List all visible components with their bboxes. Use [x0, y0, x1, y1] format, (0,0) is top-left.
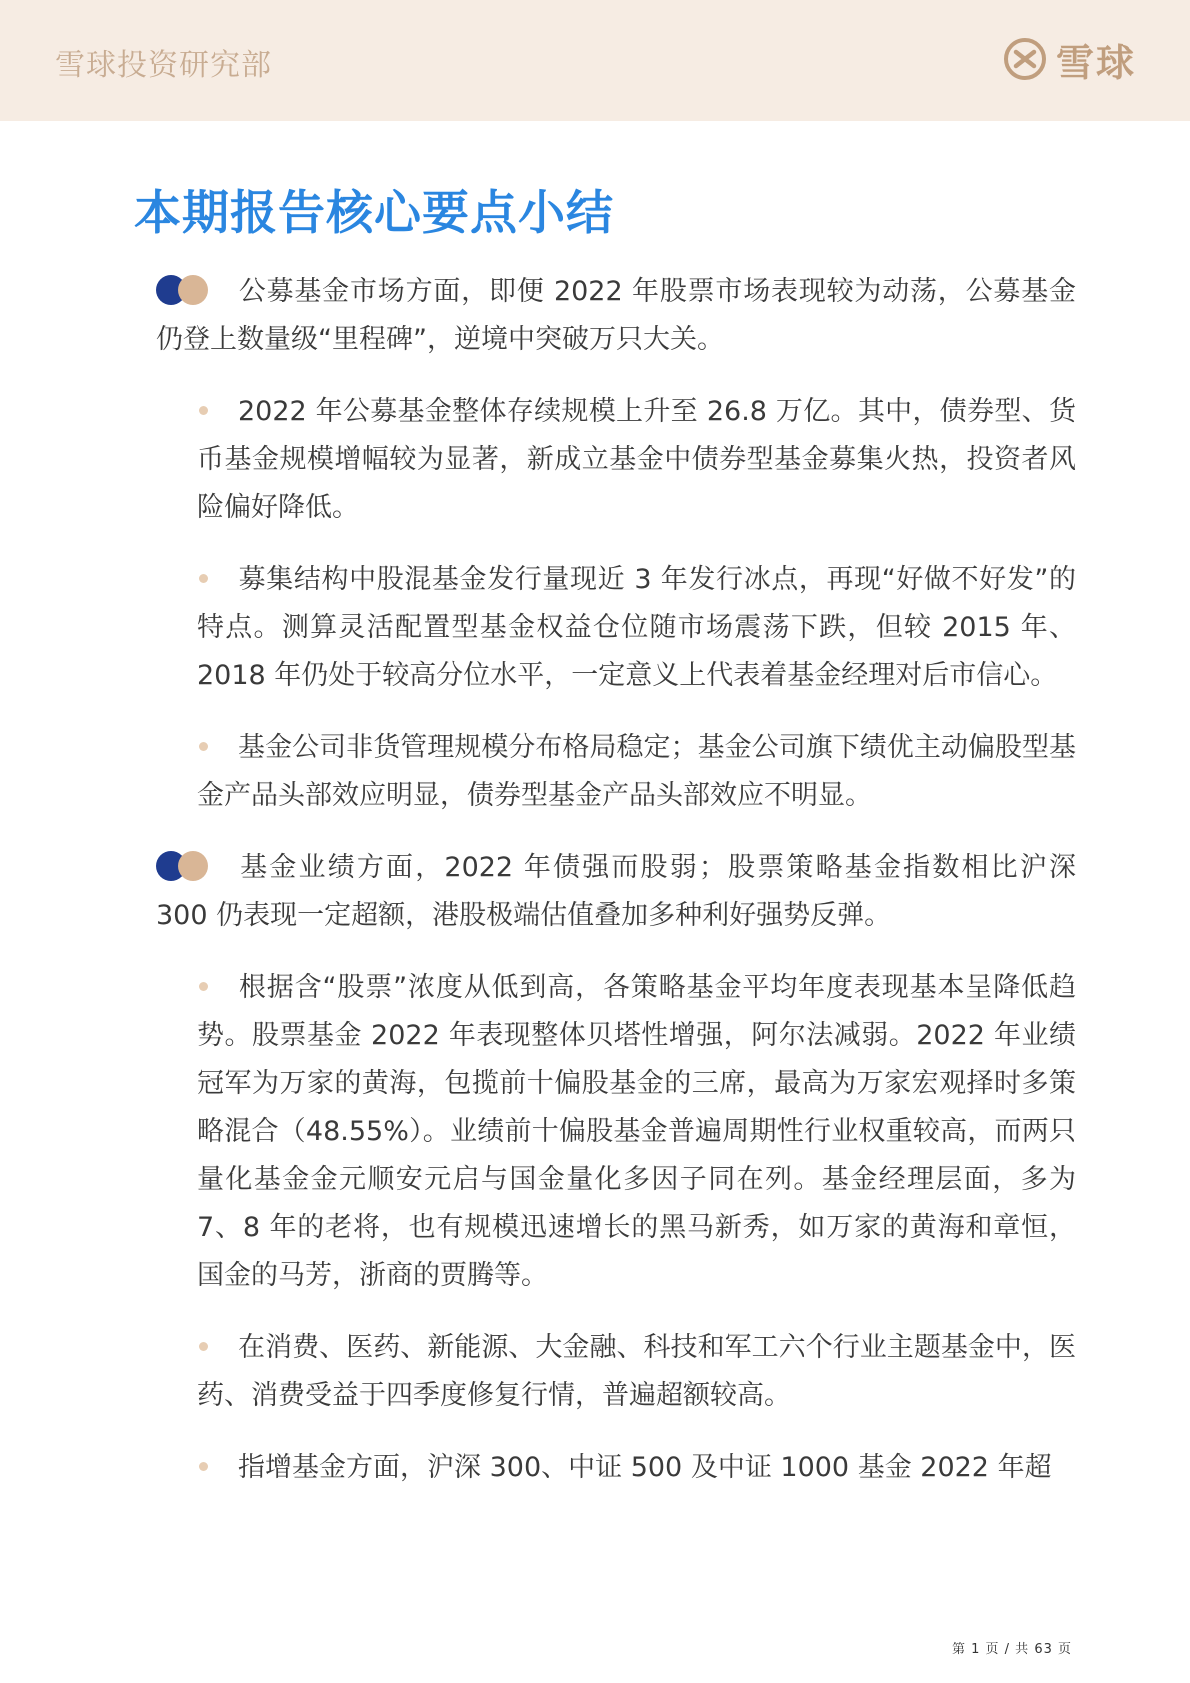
report-summary: [156, 268, 1076, 1516]
section-summary: [156, 844, 1076, 940]
page-header: [0, 0, 1190, 121]
page-number: 第 1 页 / 共 63 页: [952, 1642, 1072, 1657]
list-item-text: 募集结构中股混基金发行量现近 3 年发行冰点，再现“好做不好发”的特点。测算灵活配置型基金权益仓位随市场震荡下跌，但较 2015 年、2018 年仍处于较高分位水平，一定意义上代表着基金经理对后市信心。: [197, 564, 1076, 691]
list-item: [197, 388, 1076, 532]
list-item: [197, 1444, 1076, 1492]
section-summary-text: 基金业绩方面，2022 年债强而股弱；股票策略基金指数相比沪深 300 仍表现一定超额，港股极端估值叠加多种利好强势反弹。: [156, 852, 1076, 931]
list-item: [197, 556, 1076, 700]
bullet-icon: [199, 1462, 208, 1471]
list-item-text: 根据含“股票”浓度从低到高，各策略基金平均年度表现基本呈降低趋势。股票基金 2022 年表现整体贝塔性增强，阿尔法减弱。2022 年业绩冠军为万家的黄海，包揽前十偏股基金的三席，最高为万家宏观择时多策略混合（48.55%）。业绩前十偏股基金普遍周期性行业权重较高，而两只量化基金金元顺安元启与国金量化多因子同在列。基金经理层面，多为 7、8 年的老将，也有规模迅速增长的黑马新秀，如万家的黄海和章恒，国金的马芳，浙商的贾腾等。: [197, 972, 1076, 1291]
list-item: [197, 1324, 1076, 1420]
bullet-icon: [199, 982, 208, 991]
brand-name: 雪球: [1055, 40, 1136, 85]
list-item-text: 在消费、医药、新能源、大金融、科技和军工六个行业主题基金中，医药、消费受益于四季度修复行情，普遍超额较高。: [197, 1332, 1076, 1411]
list-item: [197, 724, 1076, 820]
section-summary-text: 公募基金市场方面，即便 2022 年股票市场表现较为动荡，公募基金仍登上数量级“里程碑”，逆境中突破万只大关。: [156, 276, 1076, 355]
bullet-icon: [199, 1342, 208, 1351]
list-item: [197, 964, 1076, 1300]
bullet-icon: [199, 406, 208, 415]
section-marker-icon: [156, 851, 210, 881]
bullet-icon: [199, 574, 208, 583]
list-item-text: 指增基金方面，沪深 300、中证 500 及中证 1000 基金 2022 年超: [238, 1452, 1052, 1483]
bullet-icon: [199, 742, 208, 751]
xueqiu-logo-icon: [1002, 36, 1048, 82]
brand-logo: [1002, 34, 1136, 84]
list-item-text: 2022 年公募基金整体存续规模上升至 26.8 万亿。其中，债券型、货币基金规模增幅较为显著，新成立基金中债券型基金募集火热，投资者风险偏好降低。: [197, 396, 1076, 523]
page-title: 本期报告核心要点小结: [134, 186, 614, 241]
section-summary: [156, 268, 1076, 364]
section-marker-icon: [156, 275, 210, 305]
list-item-text: 基金公司非货管理规模分布格局稳定；基金公司旗下绩优主动偏股型基金产品头部效应明显，债券型基金产品头部效应不明显。: [197, 732, 1076, 811]
header-title: 雪球投资研究部: [55, 48, 272, 83]
